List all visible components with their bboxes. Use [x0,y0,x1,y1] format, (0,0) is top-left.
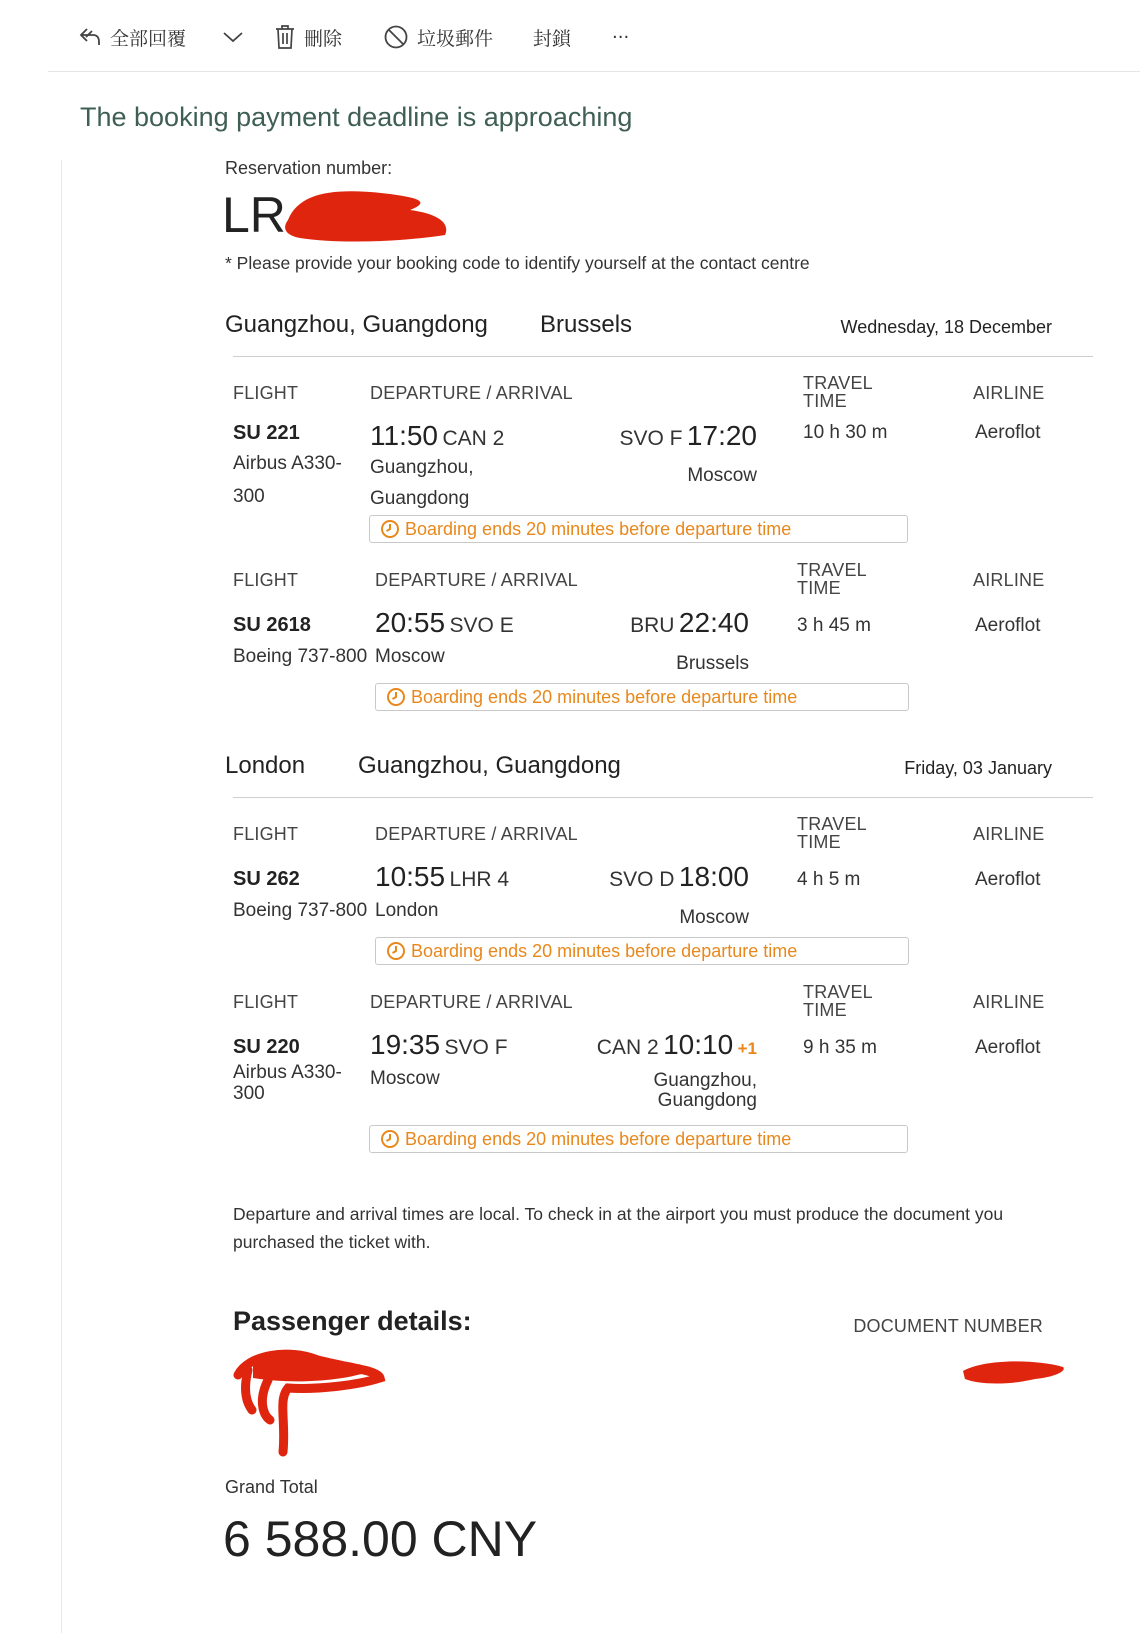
arrival-time: 18:00 [678,861,749,892]
departure-airport: SVO F [444,1036,508,1059]
departure-city: Moscow [375,646,445,667]
flight-number: SU 262 [233,868,300,890]
clock-icon [380,1129,400,1149]
arrival-time: 10:10 [663,1029,734,1060]
flight-number: SU 221 [233,422,300,444]
col-dep-arr-header: DEPARTURE / ARRIVAL [370,383,573,403]
departure-time: 11:50 [370,420,438,451]
message-left-border [61,160,62,1633]
travel-duration: 3 h 45 m [797,615,871,636]
arrival-city: Moscow [687,465,757,486]
boarding-notice: Boarding ends 20 minutes before departure time [369,515,908,543]
aircraft: Boeing 737-800 [233,646,368,667]
col-airline-header: AIRLINE [973,992,1045,1012]
chevron-down-icon [222,30,244,44]
col-dep-arr-header: DEPARTURE / ARRIVAL [375,824,578,844]
col-flight-header: FLIGHT [233,824,299,844]
junk-label: 垃圾郵件 [417,27,494,50]
travel-duration: 4 h 5 m [797,869,861,890]
trip-date: Wednesday, 18 December [840,317,1052,337]
airline-name: Aeroflot [975,869,1041,890]
trip-origin: London [225,752,306,779]
trip-divider [233,356,1093,357]
trip-origin: Guangzhou, Guangdong [225,311,488,338]
delete-label: 刪除 [304,27,343,50]
reservation-code: LR [222,187,286,243]
passenger-details-heading: Passenger details: [233,1306,472,1336]
clock-icon [386,941,406,961]
departure-city: London [375,900,439,921]
reservation-redaction [280,180,460,250]
col-travel-time-header: TRAVEL TIME [803,373,873,411]
block-circle-icon [383,24,409,50]
passenger-name-redaction [228,1340,388,1465]
arrival [630,607,749,639]
trash-icon [274,24,296,50]
departure-time: 20:55 [375,607,446,638]
arrival-airport: BRU [630,614,675,637]
airline-name: Aeroflot [975,1037,1041,1058]
arrival-city: Moscow [679,907,749,928]
more-actions-button[interactable] [612,22,629,52]
document-number-header: DOCUMENT NUMBER [853,1316,1043,1336]
col-dep-arr-header: DEPARTURE / ARRIVAL [370,992,573,1012]
col-travel-time-header: TRAVEL TIME [803,982,873,1020]
arrival-city: Brussels [676,653,749,674]
reply-all-label: 全部回覆 [110,27,187,50]
col-airline-header: AIRLINE [973,383,1045,403]
arrival-city: Guangzhou, Guangdong [653,1070,757,1111]
departure-city: Moscow [370,1068,440,1089]
block-button[interactable] [533,22,571,52]
local-times-note: Departure and arrival times are local. To check in at the airport you must produce the document you purchased the ticket with. [233,1204,1004,1252]
departure [375,861,509,893]
more-label: ··· [612,26,630,48]
arrival-airport: SVO F [619,427,683,450]
departure [375,607,514,639]
aircraft: Airbus A330- 300 [233,453,342,507]
reply-options-dropdown[interactable] [222,22,244,52]
delete-button[interactable] [274,22,342,52]
grand-total-label: Grand Total [225,1477,318,1497]
trip-divider [233,797,1093,798]
toolbar-divider [48,71,1140,72]
aircraft: Boeing 737-800 [233,900,368,921]
flight-number: SU 220 [233,1036,300,1058]
col-airline-header: AIRLINE [973,570,1045,590]
reply-all-button[interactable] [78,22,186,52]
arrival [597,1029,757,1061]
clock-icon [380,519,400,539]
departure-time: 19:35 [370,1029,441,1060]
airline-name: Aeroflot [975,422,1041,443]
travel-duration: 10 h 30 m [803,422,888,443]
booking-code-note: * Please provide your booking code to identify yourself at the contact centre [225,253,810,273]
email-subject: The booking payment deadline is approaching [80,102,633,132]
document-number-redaction [955,1355,1070,1390]
col-flight-header: FLIGHT [233,992,299,1012]
col-travel-time-header: TRAVEL TIME [797,814,867,852]
aircraft: Airbus A330- 300 [233,1062,342,1104]
departure-airport: CAN 2 [442,427,505,450]
arrival-airport: CAN 2 [596,1036,659,1059]
col-flight-header: FLIGHT [233,383,299,403]
trip-destination: Brussels [540,311,633,338]
junk-button[interactable] [383,22,493,52]
arrival-time: 22:40 [678,607,749,638]
arrival [609,861,749,893]
airline-name: Aeroflot [975,615,1041,636]
arrival-airport: SVO D [609,868,675,891]
trip-date: Friday, 03 January [904,758,1052,778]
col-dep-arr-header: DEPARTURE / ARRIVAL [375,570,578,590]
boarding-notice: Boarding ends 20 minutes before departure time [375,683,909,711]
col-travel-time-header: TRAVEL TIME [797,560,867,598]
arrival [619,420,757,452]
arrival-time: 17:20 [686,420,757,451]
boarding-notice: Boarding ends 20 minutes before departure time [375,937,909,965]
col-flight-header: FLIGHT [233,570,299,590]
flight-number: SU 2618 [233,614,311,636]
departure-airport: SVO E [449,614,514,637]
travel-duration: 9 h 35 m [803,1037,877,1058]
departure-time: 10:55 [375,861,446,892]
trip-destination: Guangzhou, Guangdong [358,752,621,779]
boarding-notice: Boarding ends 20 minutes before departure time [369,1125,908,1153]
reservation-label: Reservation number: [225,158,393,178]
block-label: 封鎖 [533,27,572,50]
reply-all-icon [78,26,102,48]
col-airline-header: AIRLINE [973,824,1045,844]
departure [370,1029,508,1061]
grand-total-amount: 6 588.00 CNY [223,1511,538,1567]
clock-icon [386,687,406,707]
departure-airport: LHR 4 [449,868,510,891]
departure-city: Guangzhou, Guangdong [370,457,474,509]
departure [370,420,504,452]
day-offset-badge: +1 [737,1039,757,1058]
